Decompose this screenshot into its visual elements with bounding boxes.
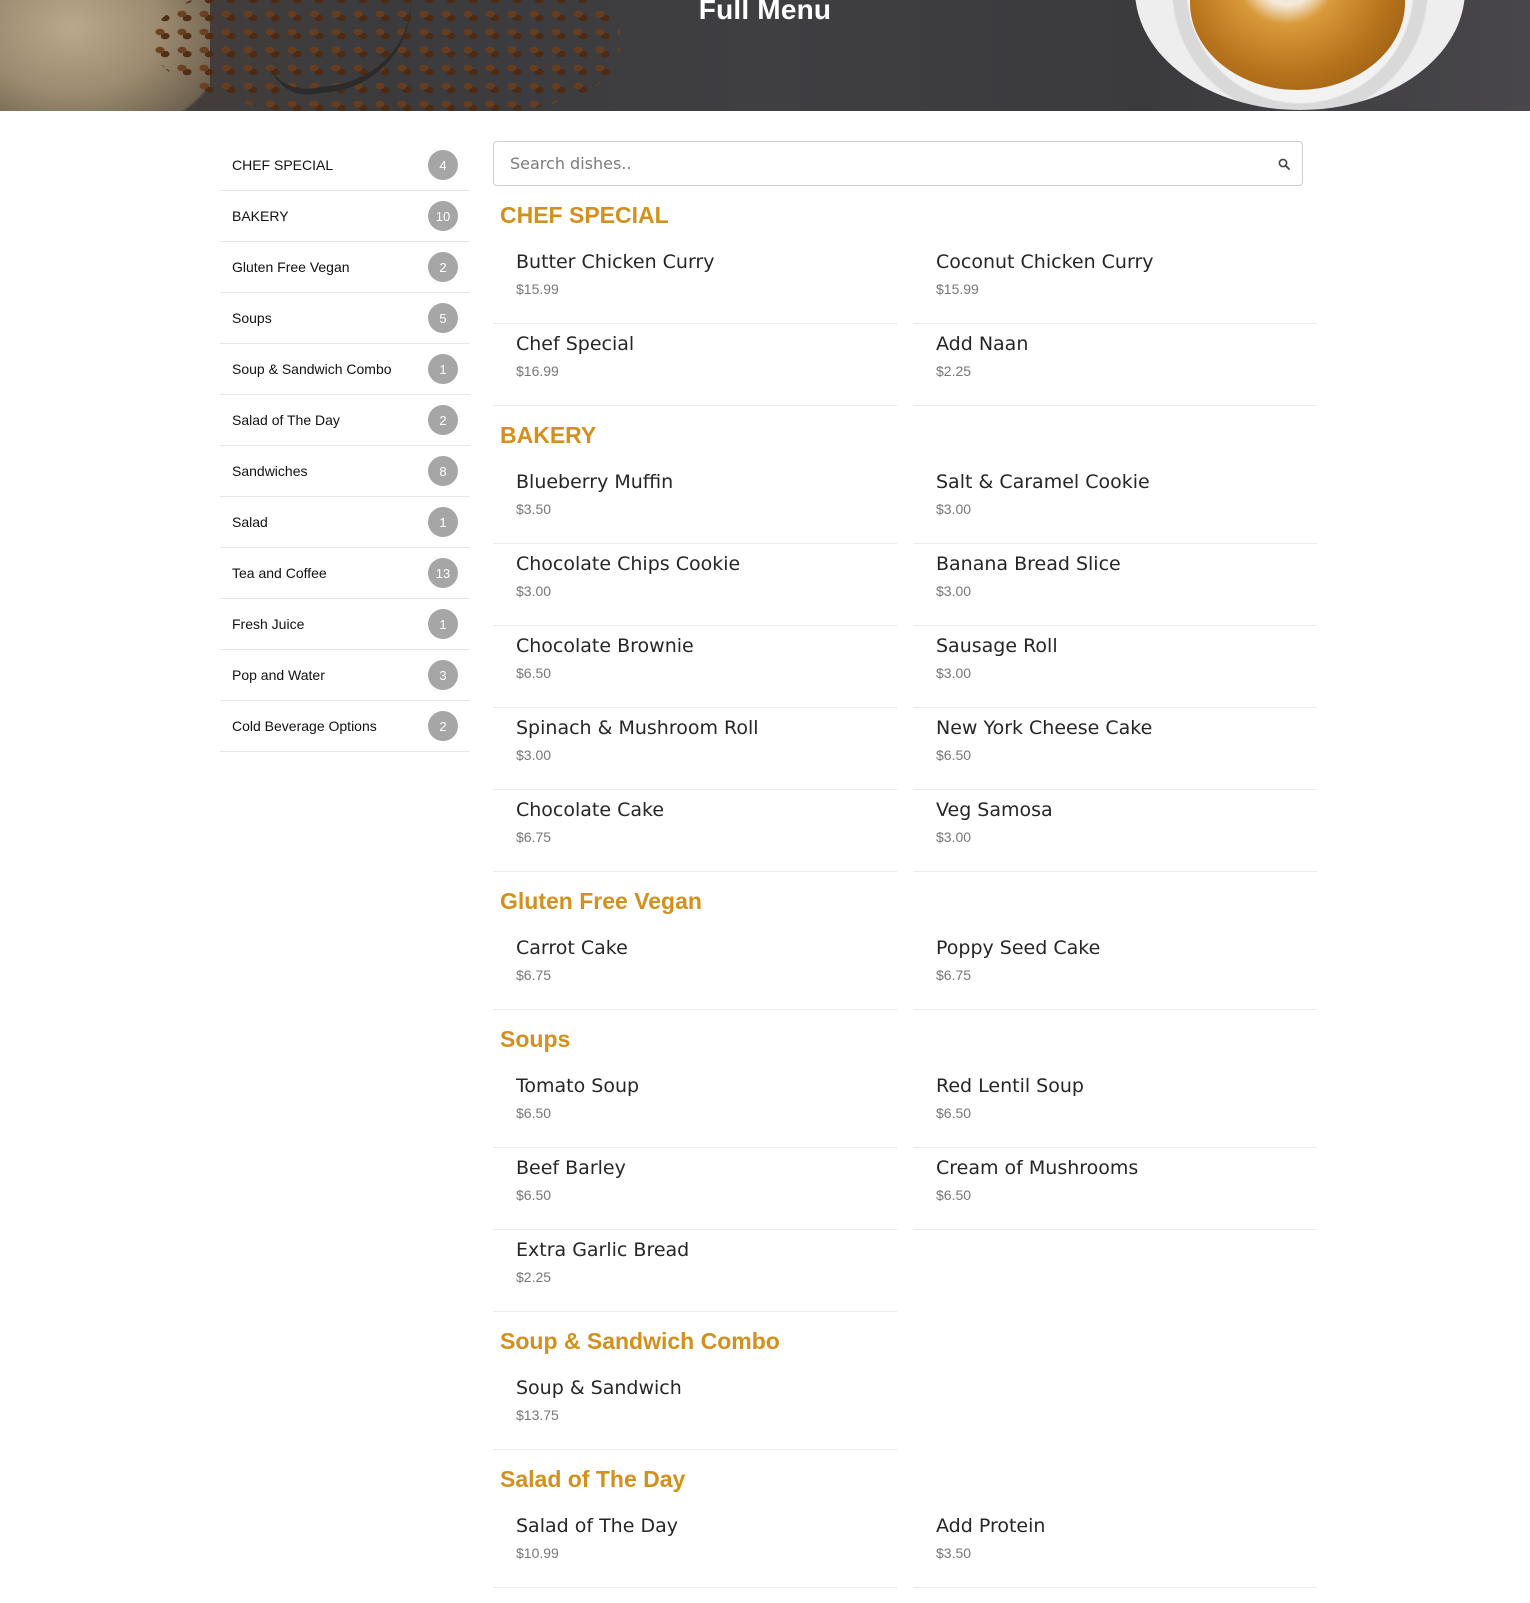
dish-name: Coconut Chicken Curry xyxy=(936,251,1154,273)
dish-item[interactable] xyxy=(493,1506,897,1588)
sidebar-item-label: Salad xyxy=(232,514,268,530)
sidebar-item-label: Soup & Sandwich Combo xyxy=(232,361,392,377)
count-badge: 2 xyxy=(428,405,458,435)
dish-price: $6.50 xyxy=(936,1105,972,1121)
sidebar-item-label: Soups xyxy=(232,310,272,326)
dish-name: Chocolate Chips Cookie xyxy=(516,553,741,575)
dish-price: $2.25 xyxy=(516,1269,552,1285)
dish-price: $3.00 xyxy=(936,665,972,681)
dish-item[interactable] xyxy=(913,462,1317,544)
dish-price: $3.00 xyxy=(936,501,972,517)
sidebar-item-label: Salad of The Day xyxy=(232,412,340,428)
dish-price: $15.99 xyxy=(936,281,979,297)
dish-price: $3.50 xyxy=(936,1545,972,1561)
dish-grid xyxy=(493,1368,1318,1450)
menu-section xyxy=(493,1464,1318,1588)
dish-item[interactable] xyxy=(913,1148,1317,1230)
dish-price: $3.00 xyxy=(936,829,972,845)
dish-name: Chef Special xyxy=(516,333,635,355)
menu-main xyxy=(493,141,1318,1588)
hero-banner xyxy=(0,0,1530,111)
page-title: Full Menu xyxy=(698,0,832,25)
sidebar-item[interactable] xyxy=(220,701,470,752)
dish-name: New York Cheese Cake xyxy=(936,717,1153,739)
count-badge: 2 xyxy=(428,711,458,741)
dish-price: $3.00 xyxy=(936,583,972,599)
dish-price: $6.75 xyxy=(936,967,972,983)
dish-item[interactable] xyxy=(493,1368,897,1450)
dish-name: Add Naan xyxy=(936,333,1029,355)
dish-name: Soup & Sandwich xyxy=(516,1377,682,1399)
dish-item[interactable] xyxy=(913,928,1317,1010)
dish-item[interactable] xyxy=(493,462,897,544)
dish-item[interactable] xyxy=(493,708,897,790)
search-icon[interactable] xyxy=(1266,158,1302,170)
dish-item[interactable] xyxy=(493,1066,897,1148)
sidebar-item[interactable] xyxy=(220,242,470,293)
menu-sections xyxy=(493,200,1318,1588)
dish-grid xyxy=(493,1066,1318,1312)
dish-price: $6.50 xyxy=(516,665,552,681)
sidebar-item[interactable] xyxy=(220,395,470,446)
dish-name: Butter Chicken Curry xyxy=(516,251,715,273)
dish-item[interactable] xyxy=(493,242,897,324)
section-title: Soups xyxy=(500,1026,571,1052)
menu-section xyxy=(493,200,1318,406)
dish-price: $6.75 xyxy=(516,967,552,983)
dish-price: $6.50 xyxy=(516,1187,552,1203)
count-badge: 10 xyxy=(428,201,458,231)
section-title: Gluten Free Vegan xyxy=(500,888,702,914)
dish-item[interactable] xyxy=(913,544,1317,626)
dish-name: Poppy Seed Cake xyxy=(936,937,1101,959)
dish-item[interactable] xyxy=(913,1506,1317,1588)
section-title: Salad of The Day xyxy=(500,1466,686,1492)
dish-name: Add Protein xyxy=(936,1515,1046,1537)
sidebar-item-label: CHEF SPECIAL xyxy=(232,157,334,173)
dish-price: $3.00 xyxy=(516,583,552,599)
sidebar-item-label: Cold Beverage Options xyxy=(232,718,377,734)
count-badge: 2 xyxy=(428,252,458,282)
dish-item[interactable] xyxy=(913,242,1317,324)
dish-name: Veg Samosa xyxy=(936,799,1053,821)
dish-price: $10.99 xyxy=(516,1545,559,1561)
sidebar-item-label: Gluten Free Vegan xyxy=(232,259,350,275)
menu-section xyxy=(493,420,1318,872)
dish-grid xyxy=(493,1506,1318,1588)
sidebar-item-label: Tea and Coffee xyxy=(232,565,327,581)
dish-grid xyxy=(493,462,1318,872)
count-badge: 1 xyxy=(428,354,458,384)
sidebar-item[interactable] xyxy=(220,548,470,599)
dish-price: $2.25 xyxy=(936,363,972,379)
sidebar-item[interactable] xyxy=(220,497,470,548)
dish-name: Banana Bread Slice xyxy=(936,553,1121,575)
dish-name: Cream of Mushrooms xyxy=(936,1157,1139,1179)
sidebar-item-label: BAKERY xyxy=(232,208,289,224)
dish-item[interactable] xyxy=(913,324,1317,406)
menu-section xyxy=(493,886,1318,1010)
dish-item[interactable] xyxy=(493,1148,897,1230)
sidebar-item-label: Sandwiches xyxy=(232,463,308,479)
dish-name: Tomato Soup xyxy=(516,1075,640,1097)
dish-price: $6.75 xyxy=(516,829,552,845)
sidebar-item-label: Pop and Water xyxy=(232,667,325,683)
count-badge: 3 xyxy=(428,660,458,690)
count-badge: 1 xyxy=(428,507,458,537)
dish-item[interactable] xyxy=(913,1066,1317,1148)
dish-price: $6.50 xyxy=(936,1187,972,1203)
dish-name: Salad of The Day xyxy=(516,1515,678,1537)
section-title: CHEF SPECIAL xyxy=(500,202,669,228)
sidebar-item[interactable] xyxy=(220,344,470,395)
dish-name: Chocolate Cake xyxy=(516,799,665,821)
count-badge: 1 xyxy=(428,609,458,639)
count-badge: 13 xyxy=(428,558,458,588)
dish-name: Sausage Roll xyxy=(936,635,1058,657)
dish-grid xyxy=(493,242,1318,406)
category-sidebar xyxy=(220,140,470,752)
dish-item[interactable] xyxy=(493,1230,897,1312)
dish-name: Chocolate Brownie xyxy=(516,635,694,657)
dish-price: $6.50 xyxy=(936,747,972,763)
sidebar-item[interactable] xyxy=(220,599,470,650)
dish-item[interactable] xyxy=(913,708,1317,790)
sidebar-item[interactable] xyxy=(220,140,470,191)
count-badge: 5 xyxy=(428,303,458,333)
dish-grid xyxy=(493,928,1318,1010)
menu-section xyxy=(493,1024,1318,1312)
sidebar-item-label: Fresh Juice xyxy=(232,616,305,632)
sidebar-item[interactable] xyxy=(220,650,470,701)
sidebar-item[interactable] xyxy=(220,446,470,497)
count-badge: 4 xyxy=(428,150,458,180)
sidebar-item[interactable] xyxy=(220,293,470,344)
dish-name: Blueberry Muffin xyxy=(516,471,674,493)
dish-name: Beef Barley xyxy=(516,1157,626,1179)
dish-item[interactable] xyxy=(493,928,897,1010)
dish-price: $6.50 xyxy=(516,1105,552,1121)
section-title: BAKERY xyxy=(500,422,597,448)
search-box xyxy=(493,141,1303,186)
dish-name: Extra Garlic Bread xyxy=(516,1239,690,1261)
sidebar-item[interactable] xyxy=(220,191,470,242)
dish-price: $3.50 xyxy=(516,501,552,517)
dish-price: $16.99 xyxy=(516,363,559,379)
dish-name: Spinach & Mushroom Roll xyxy=(516,717,759,739)
search-input[interactable] xyxy=(494,142,1266,185)
dish-name: Salt & Caramel Cookie xyxy=(936,471,1150,493)
dish-item[interactable] xyxy=(493,324,897,406)
dish-item[interactable] xyxy=(493,626,897,708)
dish-name: Red Lentil Soup xyxy=(936,1075,1084,1097)
menu-section xyxy=(493,1326,1318,1450)
dish-price: $15.99 xyxy=(516,281,559,297)
dish-item[interactable] xyxy=(913,790,1317,872)
dish-price: $3.00 xyxy=(516,747,552,763)
dish-item[interactable] xyxy=(493,544,897,626)
dish-item[interactable] xyxy=(493,790,897,872)
dish-price: $13.75 xyxy=(516,1407,559,1423)
count-badge: 8 xyxy=(428,456,458,486)
dish-name: Carrot Cake xyxy=(516,937,628,959)
dish-item[interactable] xyxy=(913,626,1317,708)
section-title: Soup & Sandwich Combo xyxy=(500,1328,780,1354)
